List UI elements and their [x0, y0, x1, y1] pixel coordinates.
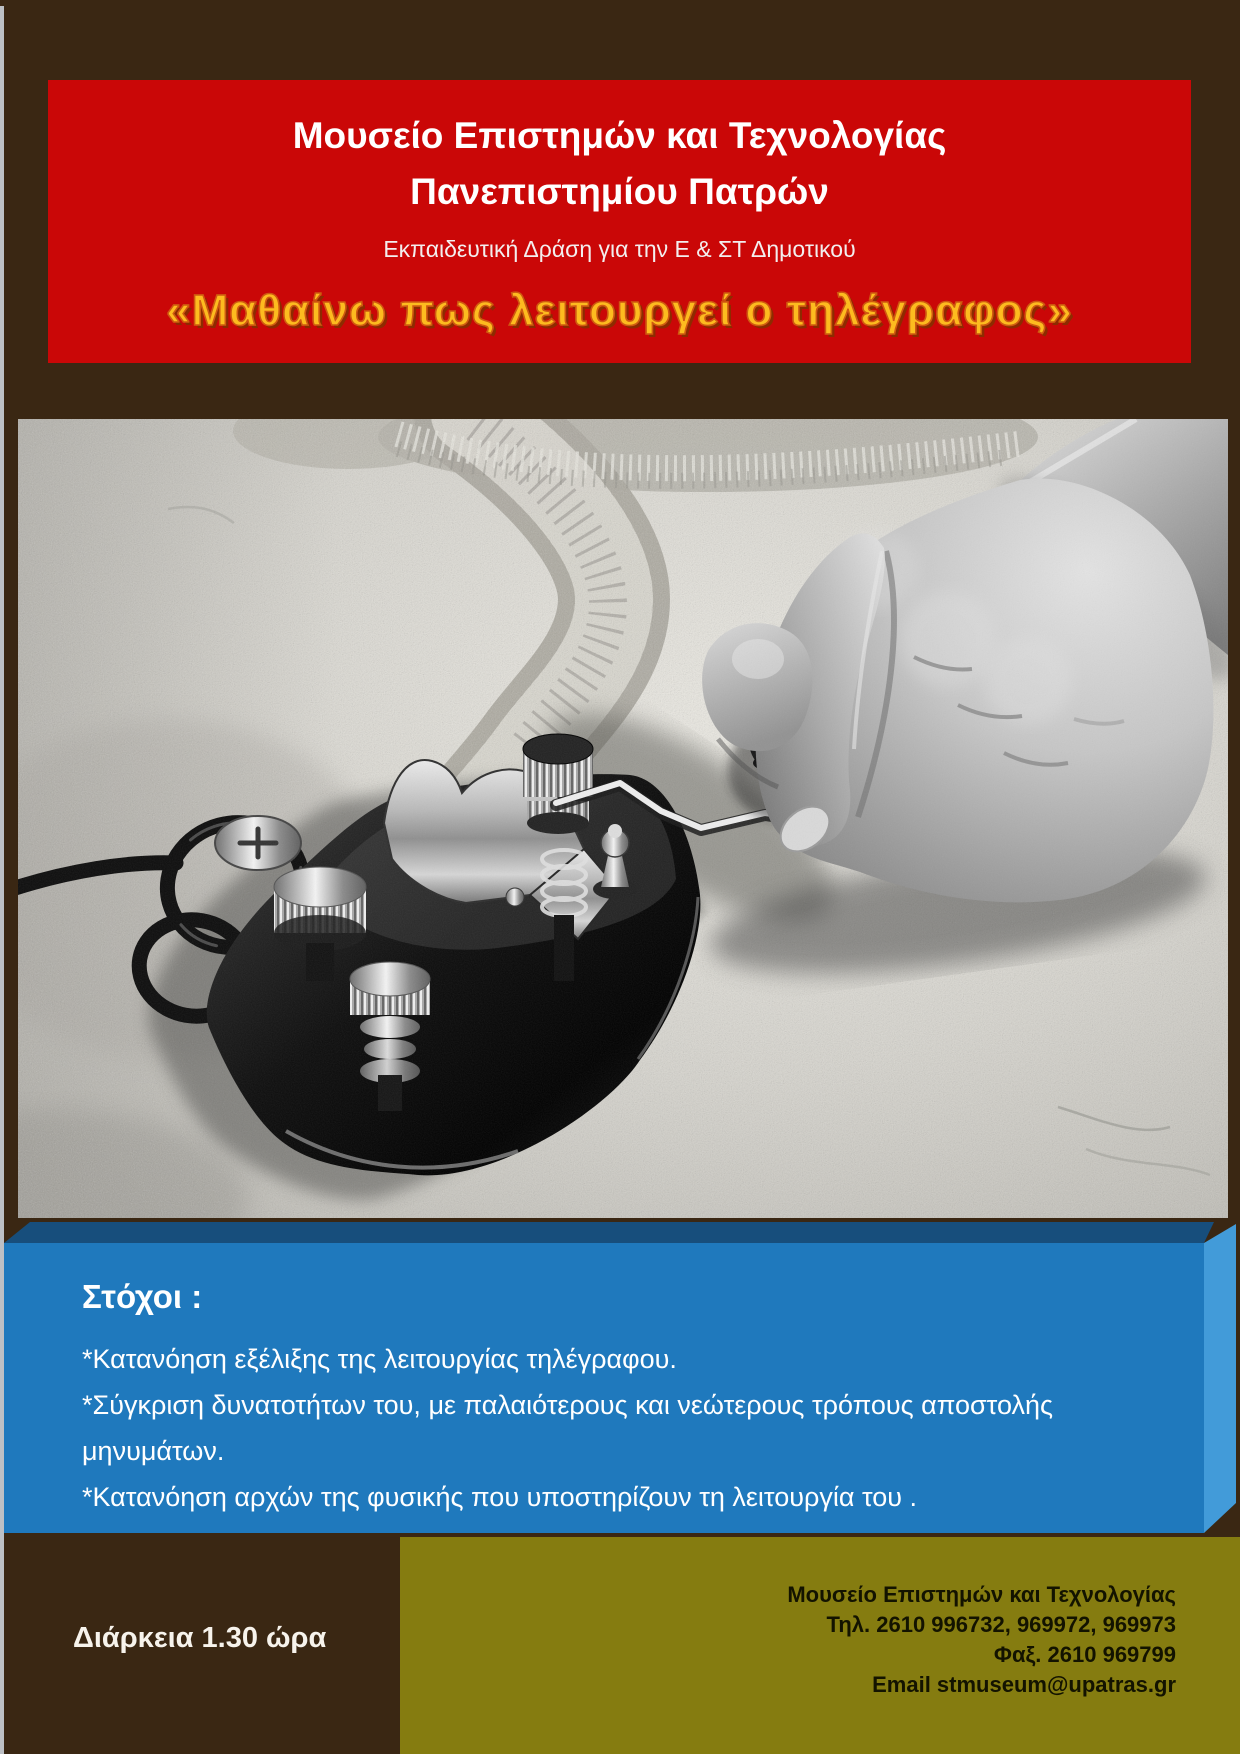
contact-name: Μουσείο Επιστημών και Τεχνολογίας [787, 1582, 1176, 1607]
telegraph-photo-svg [18, 419, 1228, 1218]
objective-item: *Κατανόηση εξέλιξης της λειτουργίας τηλέγραφου. [82, 1344, 677, 1374]
telegraph-photo [18, 419, 1228, 1218]
photo-grain [18, 419, 1228, 1218]
header-panel [48, 80, 1191, 363]
panel-right-face [1204, 1224, 1236, 1533]
duration-label: Διάρκεια 1.30 ώρα [73, 1622, 327, 1654]
header-title-line1: Μουσείο Επιστημών και Τεχνολογίας [292, 115, 947, 156]
header-text-wrap [48, 80, 1191, 336]
header-title-line2: Πανεπιστημίου Πατρών [410, 171, 829, 212]
header-subtitle: Εκπαιδευτική Δράση για την Ε & ΣΤ Δημοτικού [383, 236, 856, 262]
contact-block [787, 1580, 1176, 1700]
contact-phone: Τηλ. 2610 996732, 969972, 969973 [826, 1612, 1176, 1637]
objective-item: *Κατανόηση αρχών της φυσικής που υποστηρίζουν τη λειτουργία του . [82, 1482, 918, 1512]
objective-item: *Σύγκριση δυνατοτήτων του, με παλαιότερους και νεώτερους τρόπους αποστολής [82, 1390, 1053, 1420]
contact-email: Email stmuseum@upatras.gr [872, 1672, 1176, 1697]
objective-item-continuation: μηνυμάτων. [82, 1436, 225, 1466]
contact-fax: Φαξ. 2610 969799 [993, 1642, 1176, 1667]
panel-top-face [4, 1222, 1214, 1243]
objectives-text [82, 1278, 1132, 1520]
header-headline: «Μαθαίνω πως λειτουργεί ο τηλέγραφος» [166, 286, 1073, 335]
objectives-heading: Στόχοι : [82, 1278, 203, 1315]
